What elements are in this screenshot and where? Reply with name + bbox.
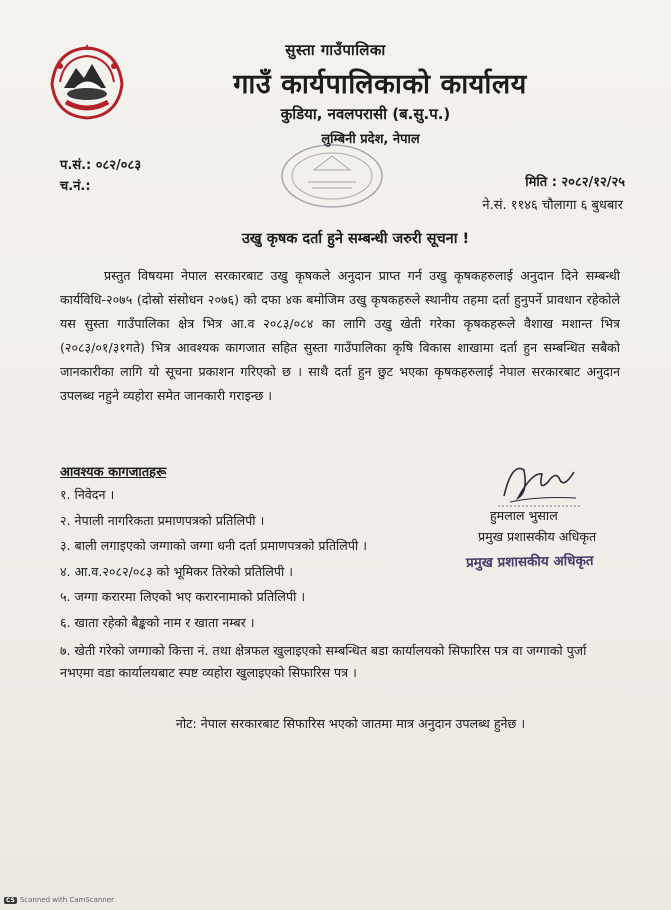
letter-number: प.सं.: ०८२/०८३ xyxy=(60,158,142,173)
notice-body: प्रस्तुत विषयमा नेपाल सरकारबाट उखु कृषकले अनुदान प्राप्त गर्न उखु कृषकहरुलाई अनुदान दिने सम्बन्धी कार्यविधि-२०७५ (दोस्रो संसोधन २०७६) को दफा ४क बमोजिम उखु कृषकहरुले स्थानीय तहमा दर्ता हुनुपर्ने प्रावधान रहेकोले यस सुस्ता गाउँपालिका क्षेत्र भित्र आ.व २०८३/०८४ का लागि उखु खेती गरेका कृषकहरूले वैशाख मशान्त भित्र (२०८३/०१/३१गते) भित्र आवश्यक कागजात सहित सुस्ता गाउँपालिका कृषि विकास शाखामा दर्ता हुन सम्बन्धित सबैको जानकारीका लागि यो सूचना प्रकाशन गरिएको छ । साथै दर्ता हुन छुट भएका कृषकहरुलाई नेपाल सरकारबाट अनुदान उपलब्ध नहुने व्यहोरा समेत जानकारी गराइन्छ । xyxy=(60,268,620,403)
list-item: ७. खेती गरेको जग्गाको कित्ता नं. तथा क्षेत्रफल खुलाइएको सम्बन्धित बडा कार्यालयको सिफारिस पत्र वा जग्गाको पुर्जा नभएमा वडा कार्यालयबाट स्पष्ट व्यहोरा खुलाइएको सिफारिस पत्र । xyxy=(60,642,587,680)
list-item: २. नेपाली नागरिकता प्रमाणपत्रको प्रतिलिपी । xyxy=(60,512,265,528)
signatory-title: प्रमुख प्रशासकीय अधिकृत xyxy=(478,529,597,544)
note-text: नोट: नेपाल सरकारबाट सिफारिस भएको जातमा मात्र अनुदान उपलब्ध हुनेछ । xyxy=(175,716,526,731)
date-nepal-sambat: ने.सं. ११४६ चौलागा ६ बुधबार xyxy=(482,198,623,213)
office-address: कुडिया, नवलपरासी (ब.सु.प.) xyxy=(280,105,451,123)
office-seal-icon xyxy=(278,142,386,210)
camscanner-icon: CS xyxy=(6,896,15,904)
list-item: ३. बाली लगाइएको जग्गाको जग्गा धनी दर्ता प्रमाणपत्रको प्रतिलिपी । xyxy=(60,538,368,554)
list-item: ६. खाता रहेको बैङ्कको नाम र खाता नम्बर । xyxy=(60,614,255,630)
designation-stamp: प्रमुख प्रशासकीय अधिकृत xyxy=(465,552,594,572)
documents-heading: आवश्यक कागजातहरू xyxy=(60,465,167,480)
dispatch-number: च.नं.: xyxy=(60,179,91,194)
signature-icon xyxy=(498,452,580,510)
signatory-name: हुमलाल भुसाल xyxy=(490,508,558,523)
municipality-name: सुस्ता गाउँपालिका xyxy=(285,41,386,59)
office-title: गाउँ कार्यपालिकाको कार्यालय xyxy=(233,69,527,100)
scanner-watermark xyxy=(4,896,114,904)
list-item: १. निवेदन । xyxy=(60,487,115,502)
date-bs: मिति : २०८२/१२/२५ xyxy=(525,175,625,190)
list-item: ४. आ.व.२०८२/०८३ को भूमिकर तिरेको प्रतिलिपी । xyxy=(60,563,294,579)
province-line: लुम्बिनी प्रदेश, नेपाल xyxy=(321,132,420,147)
scanner-label: Scanned with CamScanner xyxy=(19,896,114,904)
notice-subject: उखु कृषक दर्ता हुने सम्बन्धी जरुरी सूचना ! xyxy=(241,231,470,247)
list-item: ५. जग्गा करारमा लिएको भए करारनामाको प्रतिलिपी । xyxy=(60,589,306,605)
